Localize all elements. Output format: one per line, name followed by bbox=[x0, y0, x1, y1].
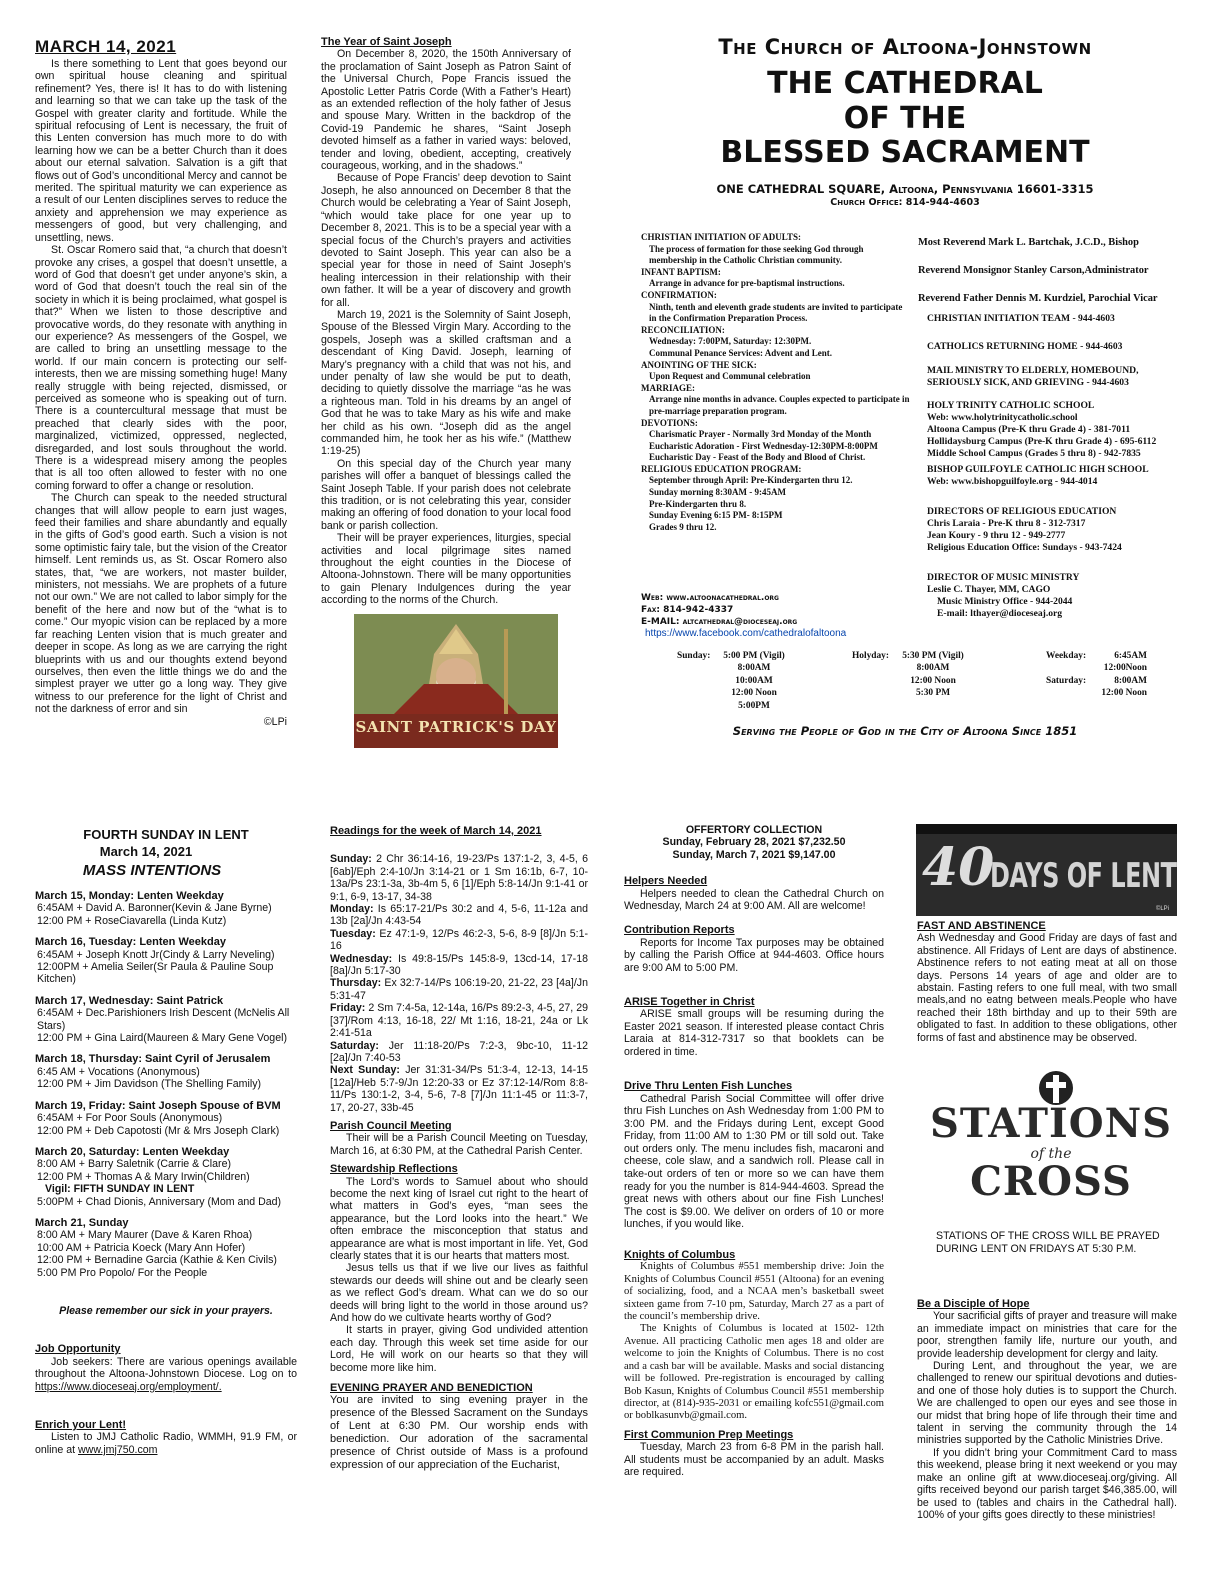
reading-item bbox=[330, 903, 588, 928]
mass-heading-date: March 14, 2021 bbox=[99, 844, 193, 859]
reading-citations: Ez 47:1-9, 12/Ps 46:2-3, 5-6, 8-9 [8]/Jn 5:1-16 bbox=[330, 927, 588, 953]
stewardship-para-3: It starts in prayer, giving God undivided attention each day. Through this week set time aside for our Lord, He will work on our hearts so that they will become more like him. bbox=[330, 1324, 588, 1374]
bishop: Most Reverend Mark L. Bartchak, J.C.D., Bishop bbox=[918, 237, 1139, 248]
mass-intention: 5:00PM + Chad Dionis, Anniversary (Mom and Dad) bbox=[37, 1195, 282, 1208]
knights-para-1: Knights of Columbus #551 membership drive: Join the Knights of Columbus Council #551 (Altoona) for an evening of socializing, food, and a NCAA men’s basketball sweet sixteen game from 7-10 pm, Saturday, March 27 as a part of the council’s membership drive. bbox=[624, 1261, 884, 1323]
music-heading: DIRECTOR OF MUSIC MINISTRY bbox=[927, 572, 1080, 583]
sacrament-heading: MARRIAGE: bbox=[641, 382, 695, 393]
bishop-guilfoyle-web: Web: www.bishopguilfoyle.org - 944-4014 bbox=[927, 476, 1098, 487]
lent-banner bbox=[916, 824, 1177, 916]
web-contacts bbox=[641, 592, 921, 640]
mass-intention: 6:45AM + Dec.Parishioners Irish Descent (McNelis All Stars) bbox=[37, 1007, 290, 1032]
dre-chris: Chris Laraia - Pre-K thru 8 - 312-7317 bbox=[927, 518, 1086, 529]
dre-jean: Jean Koury - 9 thru 12 - 949-2777 bbox=[927, 530, 1066, 541]
mass-intention: 12:00 PM + RoseCiavarella (Linda Kutz) bbox=[37, 914, 227, 927]
disciple-para-3: If you didn’t bring your Commitment Card to mass this weekend, please bring it next weekend or you may make an online gift at www.dioceseaj.org/giving. All gifts received beyond our parish target $46,385.00, will be used to (tables and chairs in the Cathedral hall). 100% of your gifts goes directly to these ministries! bbox=[917, 1446, 1177, 1521]
sacrament-heading: CHRISTIAN INITIATION OF ADULTS: bbox=[641, 232, 801, 242]
dre-office: Religious Education Office: Sundays - 943-7424 bbox=[927, 542, 1122, 553]
masthead-address: ONE CATHEDRAL SQUARE, Altoona, Pennsylvania 16601-3315 bbox=[716, 182, 1094, 196]
reading-item bbox=[330, 1064, 588, 1114]
reading-item bbox=[330, 977, 588, 1002]
contribution-heading: Contribution Reports bbox=[624, 924, 735, 937]
parish-council-text: Their will be a Parish Council Meeting on Tuesday, March 16, at 6:30 PM, at the Cathedral Parish Center. bbox=[330, 1132, 588, 1157]
mass-intention: 12:00 PM + Jim Davidson (The Shelling Family) bbox=[37, 1078, 262, 1091]
fast-text: Ash Wednesday and Good Friday are days of fast and abstinence. All Fridays of Lent are days of abstinence. Abstinence refers to not eating meat at all on those days. Persons 14 years of age and older are to abstain. Fasting refers to one full meal, with two small meals,and no eatng between meals.People who have reached their 18th birthday and up to their 59th are obligated to fast. In addition to these obligations, other forms of fast and abstinence may be observed. bbox=[917, 932, 1177, 1044]
masthead-church: The Church of Altoona-Johnstown bbox=[718, 35, 1092, 59]
saint-patrick-image bbox=[354, 614, 558, 748]
mass-intention: 6:45AM + Joseph Knott Jr(Cindy & Larry Neveling) bbox=[37, 948, 275, 961]
mass-day-heading: March 17, Wednesday: Saint Patrick bbox=[35, 994, 224, 1007]
masthead-of-the: OF THE bbox=[843, 101, 967, 136]
sacrament-heading: ANOINTING OF THE SICK: bbox=[641, 359, 757, 370]
mass-day-heading: March 16, Tuesday: Lenten Weekday bbox=[35, 936, 226, 949]
reflection-para-1: Is there something to Lent that goes beyond our own spiritual house cleaning and spiritual refinement? Yes, there is! It has to do with listening and learning so that we can take up the task of the Gospel with greater clarity and fortitude. While the spiritual refocusing of Lent is necessary, the fruit of this Lenten conversion has much more to do with learning how we can be a better Church than it does about our eternal salvation. Salvation is a gift that flows out of God’s unconditional Mercy and cannot be merited. The spiritual maturity we can experience as a result of our Lenten disciplines serves to reduce the anxiety and apprehension we may experience as messengers of good, but very challenging, and unsettling, news. bbox=[35, 58, 287, 244]
first-communion-heading: First Communion Prep Meetings bbox=[624, 1428, 794, 1441]
mass-days bbox=[35, 890, 297, 1279]
reading-item bbox=[330, 928, 588, 953]
sacrament-detail: Upon Request and Communal celebration bbox=[649, 371, 811, 382]
sacrament-detail: The process of formation for those seeking God through membership in the Catholic Christian community. bbox=[649, 243, 864, 266]
middle-school-campus: Middle School Campus (Grades 5 thru 8) - 942-7835 bbox=[927, 448, 1141, 459]
mass-intention: 12:00 PM + Gina Laird(Maureen & Mary Gene Vogel) bbox=[37, 1032, 287, 1045]
hollidaysburg-campus: Hollidaysburg Campus (Pre-K thru Grade 4) - 695-6112 bbox=[927, 436, 1157, 447]
stewardship-heading: Stewardship Reflections bbox=[330, 1163, 458, 1176]
reading-citations: Jer 31:31-34/Ps 51:3-4, 12-13, 14-15 [12a]/Heb 5:7-9/Jn 12:20-33 or Ez 37:12-14/Rom 8:8-11/Ps 130:1-2, 3-4, 5-6, 7-8 [7]/Jn 11:1-45 or 11:3-7, 17, 20-27, 33b-45 bbox=[330, 1064, 588, 1114]
stations-graphic bbox=[926, 1068, 1176, 1214]
reflection-para-3: The Church can speak to the needed structural changes that will allow people to earn just wages, feed their families and share abundantly and equally in the gifts of God’s good earth. Such a vision is not some optimistic fairy tale, but the vision of the Creator himself. Lent reminds us, as St. Oscar Romero also states, that, “we are workers, not master builder, ministers, not messiahs. We are prophets of a future not our own.” We are not called to labor simply for the benefit of the here and now but of the “what is to come.” Our myopic vision can be replaced by a more far reaching Lenten vision that is much greater and deeper in scope. As long as we are carrying the right blueprints with us and our thoughts extend beyond ourselves, then even the little things we do and the simplest prayer we utter go a long way. They give witness to our preference for the light of Christ and not the darkness of error and sin bbox=[35, 492, 288, 716]
of-the-word: of the bbox=[1030, 1146, 1072, 1162]
sacrament-detail: Ninth, tenth and eleventh grade students are invited to participate in the Confirmation Preparation Process. bbox=[649, 301, 903, 324]
email-address[interactable]: E-MAIL: altcathedral@dioceseaj.org bbox=[641, 617, 798, 627]
reading-citations: Is 65:17-21/Ps 30:2 and 4, 5-6, 11-12a and 13b [2a]/Jn 4:43-54 bbox=[330, 903, 588, 928]
mass-intention: 6:45AM + David A. Baronner(Kevin & Jane Byrne) bbox=[37, 902, 272, 915]
first-communion-text: Tuesday, March 23 from 6-8 PM in the parish hall. All students must be accompanied by an adult. Masks are required. bbox=[624, 1441, 884, 1478]
mass-day-heading: March 15, Monday: Lenten Weekday bbox=[35, 890, 224, 902]
saint-joseph-title: The Year of Saint Joseph bbox=[321, 36, 452, 48]
sacraments-list bbox=[641, 232, 911, 533]
evening-prayer-text: You are invited to sing evening prayer in the presence of the Blessed Sacrament on the Sundays of Lent at 6:30 PM. Our worship ends with benediction. Our adoration of the sacramental presence of Christ outside of Mass is a profound expression of our appreciation of the Eucharist, bbox=[330, 1394, 588, 1472]
holyday-times: 5:30 PM (Vigil) 8:00AM 12:00 Noon 5:30 PM bbox=[902, 651, 964, 699]
disciple-para-1: Your sacrificial gifts of prayer and treasure will make an immediate impact on ministries that care for the poor, strengthen family life, nurture our youth, and provide leadership development for clergy and laity. bbox=[917, 1310, 1177, 1360]
reading-citations: 2 Chr 36:14-16, 19-23/Ps 137:1-2, 3, 4-5, 6 [6ab]/Eph 2:4-10/Jn 3:14-21 or 1 Sm 16:1b, 6-7, 10-13a/Ps 23:1-3a, 3b-4m 5, 6 [1]/Eph 5:8-14/Jn 9:1-41 or 9:1, 6-9, 13-17, 34-38 bbox=[330, 853, 588, 903]
readings-heading: Readings for the week of March 14, 2021 bbox=[330, 825, 542, 837]
readings-column bbox=[330, 825, 588, 1472]
enrich-body: Listen to JMJ Catholic Radio, WMMH, 91.9 FM, or online at bbox=[35, 1431, 297, 1456]
helpers-text: Helpers needed to clean the Cathedral Church on Wednesday, March 24 at 9:00 AM. All are welcome! bbox=[624, 887, 884, 913]
helpers-heading: Helpers Needed bbox=[624, 875, 708, 888]
saturday-label: Saturday: bbox=[1046, 676, 1087, 686]
job-heading: Job Opportunity bbox=[35, 1343, 121, 1356]
sunday-times: 5:00 PM (Vigil) 8:00AM 10:00AM 12:00 Noon 5:00PM bbox=[723, 651, 785, 711]
mass-intention: 8:00 AM + Mary Maurer (Dave & Karen Rhoa) bbox=[37, 1229, 253, 1242]
stations-word: STATIONS bbox=[929, 1100, 1173, 1147]
job-link[interactable]: https://www.dioceseaj.org/employment/. bbox=[35, 1380, 222, 1393]
music-email: E-mail: lthayer@dioceseaj.org bbox=[937, 608, 1063, 619]
reading-citations: Jer 11:18-20/Ps 7:2-3, 9bc-10, 11-12 [2a]/Jn 7:40-53 bbox=[330, 1039, 588, 1064]
parish-news bbox=[624, 824, 884, 1478]
mass-heading-intentions: MASS INTENTIONS bbox=[82, 862, 222, 879]
mass-intention: 12:00 PM + Deb Capotosti (Mr & Mrs Joseph Clark) bbox=[37, 1124, 280, 1137]
lent-text: DAYS OF LENT bbox=[990, 856, 1177, 896]
enrich-heading: Enrich your Lent! bbox=[35, 1419, 127, 1431]
parochial-vicar: Reverend Father Dennis M. Kurdziel, Parochial Vicar bbox=[918, 293, 1158, 304]
sacrament-heading: CONFIRMATION: bbox=[641, 289, 717, 300]
reading-item bbox=[330, 1040, 588, 1065]
mass-day-heading: March 19, Friday: Saint Joseph Spouse of BVM bbox=[35, 1099, 281, 1112]
holy-trinity-school: HOLY TRINITY CATHOLIC SCHOOL bbox=[927, 400, 1095, 411]
offertory-mar-7: Sunday, March 7, 2021 $9,147.00 bbox=[672, 848, 836, 861]
mass-intention: 8:00 AM + Barry Saletnik (Carrie & Clare) bbox=[37, 1158, 231, 1171]
arise-text: ARISE small groups will be resuming during the Easter 2021 season. If interested please contact Chris Laraia at 814-312-7317 so that booklets can be ordered in time. bbox=[624, 1008, 884, 1058]
reading-citations: Ex 32:7-14/Ps 106:19-20, 21-22, 23 [4a]/Jn 5:31-47 bbox=[330, 977, 588, 1002]
reading-citations: 2 Sm 7:4-5a, 12-14a, 16/Ps 89:2-3, 4-5, 27, 29 [37]/Rom 4:13, 16-18, 22/ Mt 1:16, 18-21, 24a or Lk 2:41-51a bbox=[330, 1002, 588, 1040]
serving-tagline: Serving the People of God in the City of Altoona Since 1851 bbox=[732, 724, 1078, 738]
fish-lunch-text: Cathedral Parish Social Committee will offer drive thru Fish Lunches on Ash Wednesday from 1:00 PM to 3:00 PM. and the Fridays during Lent, except Good Friday, from 11:00 AM to 1:30 PM or till sold out. Take out orders only. The menu includes fish, macaroni and cheese, cole slaw, and a sandwich roll. Please call in take-out orders of ten or more so we can have them ready for you the number is 814-944-4603. Spread the great news with others about our fine Fish Lunches! The cost is $9.00. We deliver on orders of 10 or more lunches, if you would like. bbox=[624, 1092, 884, 1231]
weekday-times: 6:45AM 12:00Noon bbox=[1103, 651, 1147, 674]
stewardship-para-1: The Lord’s words to Samuel about who should become the next king of Israel cut right to the heart of what matters in God’s eyes, “man sees the appearance, but the Lord looks into the heart.” We often embrace the misconception that status and appearance are what is most important in life. Yet, God clearly states that it is our hearts that matters most. bbox=[330, 1175, 588, 1262]
mass-heading-sunday: FOURTH SUNDAY IN LENT bbox=[83, 827, 249, 842]
fast-heading: FAST AND ABSTINENCE bbox=[917, 920, 1046, 932]
contribution-text: Reports for Income Tax purposes may be obtained by calling the Parish Office at 944-4603. Office hours are 9:00 AM to 5:00 PM. bbox=[624, 936, 884, 974]
readings-list bbox=[330, 853, 588, 1114]
music-office: Music Ministry Office - 944-2044 bbox=[937, 596, 1073, 607]
offertory-feb-28: Sunday, February 28, 2021 $7,232.50 bbox=[662, 836, 846, 849]
knights-para-2: The Knights of Columbus is located at 1502- 12th Avenue. All practicing Catholic men ages 18 and older are welcome to join the Knights of Columbus. There is no cost and a cash bar will be available. Masks and social distancing will be followed. Pre-registration is encouraged by calling Bob Kasun, Knights of Columbus Council #551 membership director, at (814)-935-2031 or emailing kofc551@gmail.com or boblkasunvb@gmail.com. bbox=[624, 1323, 884, 1422]
reflection-date: MARCH 14, 2021 bbox=[35, 37, 177, 56]
lenten-reflection bbox=[35, 38, 287, 728]
job-text bbox=[35, 1356, 297, 1393]
reading-day: Saturday: bbox=[330, 1039, 379, 1052]
reading-day: Wednesday: bbox=[330, 952, 393, 965]
music-director: Leslie C. Thayer, MM, CAGO bbox=[927, 584, 1051, 595]
saint-joseph-para-2: Because of Pope Francis’ deep devotion to Saint Joseph, he also announced on December 8 that the Church would be celebrating a Year of Saint Joseph, “which would take place for one year up to December 8, 2021. This is to be a special year with a special focus of the Church’s prayers and activities devoted to Saint Joseph. This year can also be a special year for those in need of Saint Joseph’s healing intercession in their relationship with their own father. It will be a year of discovery and growth for all. bbox=[321, 172, 571, 309]
evening-prayer-heading: EVENING PRAYER AND BENEDICTION bbox=[330, 1382, 533, 1395]
catholics-returning-home: CATHOLICS RETURNING HOME - 944-4603 bbox=[927, 341, 1123, 352]
sacrament-heading: DEVOTIONS: bbox=[641, 417, 698, 428]
sacrament-heading: RECONCILIATION: bbox=[641, 324, 725, 335]
bishop-guilfoyle: BISHOP GUILFOYLE CATHOLIC HIGH SCHOOL bbox=[927, 464, 1149, 475]
stations-note: STATIONS OF THE CROSS WILL BE PRAYED DURING LENT ON FRIDAYS AT 5:30 P.M. bbox=[936, 1230, 1160, 1255]
disciple-of-hope bbox=[917, 1298, 1177, 1521]
mass-intention: 5:00 PM Pro Popolo/ For the People bbox=[37, 1266, 208, 1279]
masthead-cathedral: THE CATHEDRAL bbox=[767, 66, 1043, 101]
reading-day: Tuesday: bbox=[330, 927, 376, 940]
year-of-saint-joseph bbox=[321, 36, 571, 607]
clergy-staff bbox=[918, 237, 1193, 620]
mass-intention: 6:45 AM + Vocations (Anonymous) bbox=[37, 1065, 200, 1078]
reading-day: Monday: bbox=[330, 903, 374, 916]
saint-joseph-para-4: On this special day of the Church year many parishes will offer a banquet of blessings called the Saint Joseph Table. If your parish does not celebrate this tradition, or is not celebrating this year, consider making an offering of food donation to your local food bank or parish collection. bbox=[321, 457, 571, 532]
masthead-blessed-sacrament: BLESSED SACRAMENT bbox=[720, 135, 1090, 170]
masthead-office: Church Office: 814-944-4603 bbox=[830, 197, 980, 208]
disciple-heading: Be a Disciple of Hope bbox=[917, 1298, 1030, 1310]
mail-ministry-2: SERIOUSLY SICK, AND GRIEVING - 944-4603 bbox=[927, 377, 1129, 388]
sick-prayers: Please remember our sick in your prayers. bbox=[59, 1304, 273, 1317]
stewardship-para-2: Jesus tells us that if we live our lives as faithful stewards our deeds will shine out and be clearly seen as we reflect God’s dream. What can we do so our deeds will bring light to the world in those around us? And how do we cultivate hearts worthy of God? bbox=[330, 1262, 588, 1325]
altoona-campus: Altoona Campus (Pre-K thru Grade 4) - 381-7011 bbox=[927, 424, 1131, 435]
sacrament-detail: Arrange in advance for pre-baptismal instructions. bbox=[649, 278, 845, 289]
mass-intention: 12:00 PM + Thomas A & Mary Irwin(Children) bbox=[37, 1170, 250, 1183]
dre-heading: DIRECTORS OF RELIGIOUS EDUCATION bbox=[927, 506, 1117, 517]
mass-intention: 12:00 PM + Bernadine Garcia (Kathie & Ken Civils) bbox=[37, 1254, 277, 1267]
reflection-para-2: St. Oscar Romero said that, “a church that doesn’t provoke any crises, a gospel that doesn’t unsettle, a word of God that doesn’t get under anyone’s skin, a word of God that doesn’t touch the real sin of the society in which it is being proclaimed, what gospel is that?” When we listen to those descriptive and provocative words, do they resonate with anything in our experience? As messengers of the Gospel, we are called to bring an unsettling message to the world. If our main concern is protecting our self-interests, then we are missing something huge! Many really struggle with being rejected, dismissed, or perceived as someone who is speaking out of turn. There is a countercultural message that must be preached that clearly sides with the poor, marginalized, victimized, oppressed, neglected, disregarded, and lost souls throughout the world. There is a widespread misery among the peoples that is all too often allowed to fester with no one coming forward to offer a change or resolution. bbox=[35, 244, 287, 492]
saint-patrick-banner: SAINT PATRICK'S DAY bbox=[355, 718, 557, 736]
sacrament-heading: RELIGIOUS EDUCATION PROGRAM: bbox=[641, 463, 802, 474]
enrich-text bbox=[35, 1431, 297, 1456]
reading-day: Sunday: bbox=[330, 853, 372, 866]
reading-day: Thursday: bbox=[330, 977, 382, 990]
sacrament-detail: Charismatic Prayer - Normally 3rd Monday of the Month Eucharistic Adoration - First Wednesday-12:30PM-8:00PM Eucharistic Day - Feast of the Body and Blood of Christ. bbox=[649, 429, 878, 463]
knights-heading: Knights of Columbus bbox=[624, 1249, 736, 1262]
mail-ministry-1: MAIL MINISTRY TO ELDERLY, HOMEBOUND, bbox=[927, 365, 1139, 376]
mass-intention: Vigil: FIFTH SUNDAY IN LENT bbox=[45, 1183, 195, 1196]
mass-intention: 10:00 AM + Patricia Koeck (Mary Ann Hofer) bbox=[37, 1241, 246, 1254]
sacrament-detail: September through April: Pre-Kindergarten thru 12. Sunday morning 8:30AM - 9:45AM Pre-Kindergarten thru 8. Sunday Evening 6:15 PM- 8:15PM Grades 9 thru 12. bbox=[649, 475, 853, 532]
reading-day: Friday: bbox=[330, 1002, 366, 1015]
reading-item bbox=[330, 853, 588, 903]
cross-word: CROSS bbox=[970, 1158, 1132, 1205]
parish-council-heading: Parish Council Meeting bbox=[330, 1119, 452, 1132]
fax-number: Fax: 814-942-4337 bbox=[641, 605, 734, 615]
sacrament-detail: Wednesday: 7:00PM, Saturday: 12:30PM. Communal Penance Services: Advent and Lent. bbox=[649, 336, 832, 358]
reading-citations: Is 49:8-15/Ps 145:8-9, 13cd-14, 17-18 [8a]/Jn 5:17-30 bbox=[330, 952, 588, 978]
lent-copyright: ©LPi bbox=[1155, 906, 1169, 912]
sacrament-heading: INFANT BAPTISM: bbox=[641, 266, 721, 277]
saint-joseph-para-1: On December 8, 2020, the 150th Anniversary of the proclamation of Saint Joseph as Patron Saint of the Universal Church, Pope Francis issued the Apostolic Letter Patris Corde (With a Father’s Heart) as an extended reflection of the holy father of Jesus and spouse Mary. Written in the backdrop of the Covid-19 Pandemic he shares, “Saint Joseph devoted himself as a father in varied ways: beloved, tender and loving, obedient, accepting, creatively courageous, working, and in the shadows.” bbox=[321, 48, 571, 173]
saint-joseph-para-5: Their will be prayer experiences, liturgies, special activities and local pilgrimage sites named throughout the eight counties in the Diocese of Altoona-Johnstown. There will be many opportunities to gain Plenary Indulgences during the year according to the norms of the Church. bbox=[321, 532, 571, 607]
disciple-para-2: During Lent, and throughout the year, we are challenged to renew our spiritual devotions and duties- and one of those holy duties is to support the Church. We are challenged to open our eyes and see those in our midst that bring hope of life through their time and talent in serving the community through the 14 ministries supported by the Catholic Ministries Drive. bbox=[917, 1360, 1177, 1447]
mass-day-heading: March 20, Saturday: Lenten Weekday bbox=[35, 1145, 230, 1158]
reading-item bbox=[330, 1002, 588, 1039]
mass-day-heading: March 21, Sunday bbox=[35, 1216, 129, 1229]
job-body: Job seekers: There are various openings available throughout the Altoona-Johnstown Diocese. Log on to bbox=[35, 1355, 297, 1381]
fast-abstinence bbox=[917, 920, 1177, 1044]
facebook-link[interactable]: https://www.facebook.com/cathedralofaltoona bbox=[645, 628, 847, 639]
mass-intention: 6:45AM + For Poor Souls (Anonymous) bbox=[37, 1112, 223, 1125]
administrator: Reverend Monsignor Stanley Carson,Administrator bbox=[918, 265, 1149, 276]
reading-item bbox=[330, 953, 588, 978]
fish-lunch-heading: Drive Thru Lenten Fish Lunches bbox=[624, 1080, 793, 1093]
holy-trinity-web: Web: www.holytrinitycatholic.school bbox=[927, 412, 1078, 423]
sacrament-detail: Arrange nine months in advance. Couples expected to participate in pre-marriage preparation program. bbox=[649, 394, 910, 416]
saturday-times: 8:00AM 12:00 Noon bbox=[1101, 676, 1147, 699]
offertory-heading: OFFERTORY COLLECTION bbox=[685, 824, 823, 836]
reading-day: Next Sunday: bbox=[330, 1064, 400, 1077]
sunday-label: Sunday: bbox=[677, 651, 711, 661]
holyday-label: Holyday: bbox=[852, 651, 889, 661]
arise-heading: ARISE Together in Christ bbox=[624, 996, 755, 1009]
mass-intentions bbox=[35, 827, 297, 1456]
web-address[interactable]: Web: www.altoonacathedral.org bbox=[641, 593, 779, 603]
weekday-label: Weekday: bbox=[1046, 651, 1087, 661]
mass-day-heading: March 18, Thursday: Saint Cyril of Jerusalem bbox=[35, 1053, 271, 1066]
masthead bbox=[620, 34, 1190, 208]
lent-number: 40 bbox=[922, 837, 995, 898]
enrich-link[interactable]: www.jmj750.com bbox=[78, 1443, 158, 1456]
saint-joseph-para-3: March 19, 2021 is the Solemnity of Saint Joseph, Spouse of the Blessed Virgin Mary. According to the gospels, Joseph was a skilled craftsman and a descendant of King David. Joseph, learning of Mary’s pregnancy with a child that was not his, and under penalty of law she would be put to death, deciding to quietly dissolve the marriage “as he was a righteous man. Told in his dreams by an angel of God that he was to take Mary as his wife and make her child as his own. “Joseph did as the angel commanded him, he took her as his wife.” (Matthew 1:19-25) bbox=[321, 308, 571, 458]
mass-intention: 12:00PM + Amelia Seiler(Sr Paula & Pauline Soup Kitchen) bbox=[37, 961, 274, 986]
christian-initiation-team: CHRISTIAN INITIATION TEAM - 944-4603 bbox=[927, 313, 1115, 324]
reflection-copyright: ©LPi bbox=[263, 715, 287, 728]
